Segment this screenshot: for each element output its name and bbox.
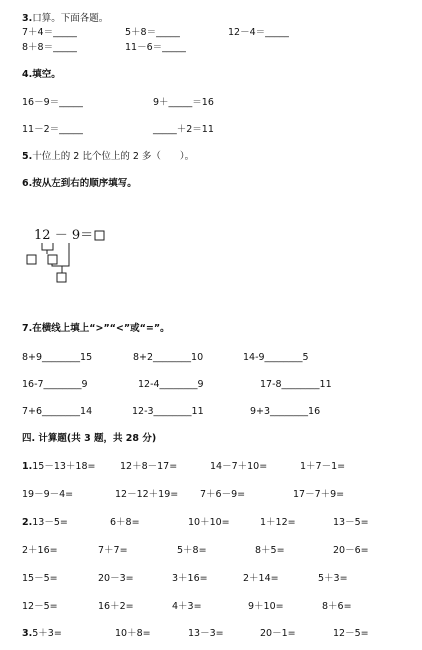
q4-item: 11－2＝_____: [22, 124, 83, 135]
q6-operand-b: 9: [71, 228, 81, 243]
c2-item: 15－5=: [22, 573, 58, 584]
c3-number: 3.: [22, 628, 33, 639]
c3-item: 10＋8=: [115, 628, 151, 639]
q6-equals: ＝: [80, 228, 94, 243]
q7-number: 7.: [22, 323, 33, 334]
q7-title: 在横线上填上“>”“<”或“=”。: [32, 323, 170, 334]
c1-item: 12＋8－17=: [120, 461, 178, 472]
q3-item: 12－4＝_____: [228, 27, 289, 38]
q7-item: 8+9________15: [22, 352, 93, 363]
q6-number: 6.: [22, 178, 33, 189]
q3-title: 口算。下面各题。: [32, 13, 109, 24]
c1-row-1: [22, 461, 95, 473]
q6-bottom-box[interactable]: [57, 273, 66, 282]
q6-split-bracket-1: [42, 243, 53, 250]
c3-row-1: [22, 628, 62, 640]
c2-item: 13－5=: [32, 517, 68, 528]
c1-item: 12－12＋19=: [115, 489, 179, 500]
q4-title: 填空。: [32, 69, 61, 80]
q7-item: 16-7________9: [22, 379, 88, 390]
c2-item: 6＋8=: [110, 517, 140, 528]
c2-item: 8＋6=: [322, 601, 352, 612]
c2-item: 20－3=: [98, 573, 134, 584]
c2-item: 20－6=: [333, 545, 369, 556]
c2-item: 10＋10=: [188, 517, 230, 528]
q6-split-box-left[interactable]: [27, 255, 36, 264]
c1-item: 15－13＋18=: [32, 461, 96, 472]
c3-item: 5＋3=: [32, 628, 62, 639]
c1-item: 17－7＋9=: [293, 489, 345, 500]
q5-number: 5.: [22, 151, 33, 162]
q3-item: 5＋8＝_____: [125, 27, 180, 38]
q4-item: 9＋_____＝16: [153, 97, 214, 108]
c2-item: 9＋10=: [248, 601, 284, 612]
q7-item: 12-4________9: [138, 379, 204, 390]
q6-operand-a: 12: [34, 228, 51, 243]
c3-item: 20－1=: [260, 628, 296, 639]
c2-item: 4＋3=: [172, 601, 202, 612]
c1-item: 7＋6－9=: [200, 489, 246, 500]
q5-text: 十位上的 2 比个位上的 2 多（ ）。: [32, 151, 195, 162]
c1-item: 14－7＋10=: [210, 461, 268, 472]
c2-item: 2＋14=: [243, 573, 279, 584]
q3-item: 8＋8＝_____: [22, 42, 77, 53]
q7-item: 17-8________11: [260, 379, 332, 390]
c2-item: 16＋2=: [98, 601, 134, 612]
c2-item: 3＋16=: [172, 573, 208, 584]
q4-item: _____＋2＝11: [153, 124, 214, 135]
c3-item: 13－3=: [188, 628, 224, 639]
c3-item: 12－5=: [333, 628, 369, 639]
q6-operator: －: [54, 228, 68, 243]
q7-item: 7+6________14: [22, 406, 93, 417]
c2-item: 5＋3=: [318, 573, 348, 584]
c2-item: 2＋16=: [22, 545, 58, 556]
c2-item: 7＋7=: [98, 545, 128, 556]
q4-item: 16－9＝_____: [22, 97, 83, 108]
q6-split-box-right[interactable]: [48, 255, 57, 264]
c1-item: 19－9－4=: [22, 489, 74, 500]
q7-item: 9+3________16: [250, 406, 321, 417]
q3-item: 11－6＝_____: [125, 42, 186, 53]
q3-number: 3.: [22, 13, 33, 24]
c2-item: 8＋5=: [255, 545, 285, 556]
q7-item: 12-3________11: [132, 406, 204, 417]
q7-item: 14-9________5: [243, 352, 309, 363]
c2-item: 13－5=: [333, 517, 369, 528]
q4-number: 4.: [22, 69, 33, 80]
q7-item: 8+2________10: [133, 352, 204, 363]
c2-item: 5＋8=: [177, 545, 207, 556]
q3-item: 7＋4＝_____: [22, 27, 77, 38]
c2-number: 2.: [22, 517, 33, 528]
c1-number: 1.: [22, 461, 33, 472]
c2-item: 1＋12=: [260, 517, 296, 528]
q7-heading: [22, 323, 170, 335]
c2-row-1: [22, 517, 68, 529]
q6-title: 按从左到右的顺序填写。: [32, 178, 137, 189]
c1-item: 1＋7－1=: [300, 461, 346, 472]
c2-item: 12－5=: [22, 601, 58, 612]
q6-result-box[interactable]: [95, 231, 104, 240]
section-four-title: 四. 计算题(共 3 题，共 28 分): [22, 433, 157, 444]
